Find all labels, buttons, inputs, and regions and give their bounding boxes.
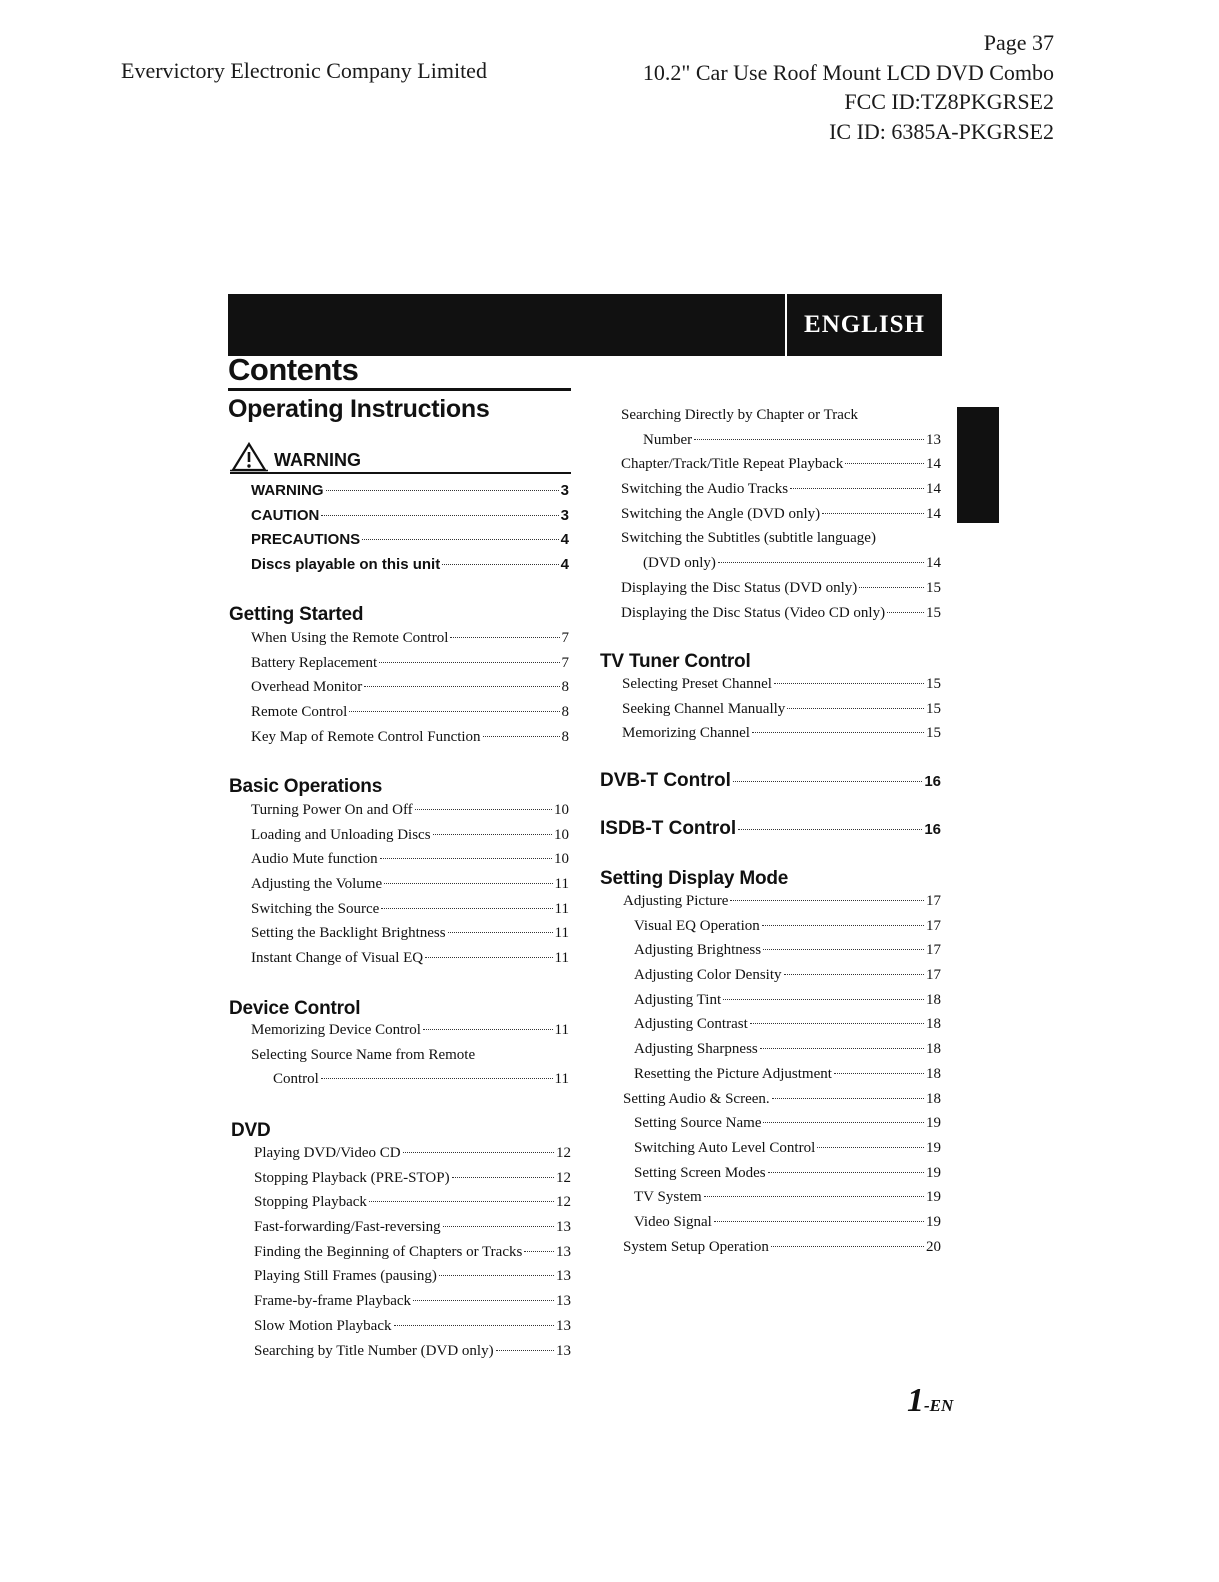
- toc-entry[interactable]: Setting the Backlight Brightness 11: [251, 925, 569, 942]
- ic-id: IC ID: 6385A-PKGRSE2: [829, 118, 1054, 144]
- toc-entry[interactable]: (DVD only) 14: [643, 555, 941, 572]
- toc-entry[interactable]: Setting Audio & Screen. 18: [623, 1090, 941, 1107]
- toc-entry[interactable]: Instant Change of Visual EQ 11: [251, 950, 569, 967]
- toc-entry[interactable]: Discs playable on this unit 4: [251, 556, 569, 574]
- toc-entry[interactable]: Adjusting the Volume 11: [251, 876, 569, 893]
- toc-entry[interactable]: Audio Mute function 10: [251, 851, 569, 868]
- toc-entry[interactable]: System Setup Operation 20: [623, 1238, 941, 1255]
- toc-entry[interactable]: Key Map of Remote Control Function 8: [251, 728, 569, 745]
- toc-entry[interactable]: Battery Replacement 7: [251, 654, 569, 671]
- toc-entry[interactable]: When Using the Remote Control 7: [251, 630, 569, 646]
- toc-entry[interactable]: Turning Power On and Off 10: [251, 802, 569, 818]
- isdbt-entry-wrap: [600, 818, 941, 848]
- toc-entry[interactable]: Visual EQ Operation 17: [634, 917, 941, 934]
- toc-entry-dvbt[interactable]: DVB-T Control 16: [600, 770, 941, 791]
- tv-tuner-list: [622, 676, 941, 750]
- toc-entry[interactable]: Slow Motion Playback 13: [254, 1317, 571, 1334]
- side-thumb-tab: [957, 407, 999, 523]
- toc-entry[interactable]: Adjusting Tint 18: [634, 991, 941, 1008]
- dvd-continued-list: [621, 407, 941, 629]
- toc-entry[interactable]: CAUTION 3: [251, 506, 569, 524]
- toc-entry[interactable]: Searching by Title Number (DVD only) 13: [254, 1342, 571, 1359]
- dvd-list: [254, 1145, 571, 1367]
- toc-entry[interactable]: Adjusting Contrast 18: [634, 1016, 941, 1033]
- toc-entry[interactable]: Displaying the Disc Status (DVD only) 15: [621, 579, 941, 596]
- toc-entry[interactable]: Switching Auto Level Control 19: [634, 1139, 941, 1156]
- toc-entry[interactable]: Selecting Preset Channel 15: [622, 676, 941, 692]
- toc-entry[interactable]: Seeking Channel Manually 15: [622, 700, 941, 717]
- toc-entry[interactable]: Number 13: [643, 431, 941, 448]
- product-title: 10.2" Car Use Roof Mount LCD DVD Combo: [642, 59, 1054, 85]
- toc-entry-wrap-line[interactable]: Switching the Subtitles (subtitle language): [621, 530, 876, 547]
- warning-triangle-icon: [230, 442, 268, 472]
- toc-entry[interactable]: Loading and Unloading Discs 10: [251, 826, 569, 843]
- toc-entry[interactable]: Fast-forwarding/Fast-reversing 13: [254, 1219, 571, 1236]
- warning-list: [251, 482, 569, 581]
- toc-entry[interactable]: Switching the Source 11: [251, 900, 569, 917]
- toc-entry-wrap-line[interactable]: Selecting Source Name from Remote: [251, 1046, 476, 1063]
- section-heading-basic-operations: Basic Operations: [229, 776, 383, 797]
- contents-rule: [228, 388, 571, 391]
- fcc-id: FCC ID:TZ8PKGRSE2: [844, 89, 1054, 114]
- language-label: ENGLISH: [804, 311, 925, 338]
- toc-entry[interactable]: Setting Screen Modes 19: [634, 1164, 941, 1181]
- page-label: Page 37: [983, 30, 1054, 55]
- page-number: 1-EN: [907, 1382, 954, 1419]
- warning-heading-label: WARNING: [274, 450, 361, 470]
- toc-entry[interactable]: Adjusting Color Density 17: [634, 967, 941, 984]
- section-heading-device-control: Device Control: [229, 998, 361, 1019]
- device-control-list: [251, 1022, 569, 1096]
- toc-entry[interactable]: Stopping Playback 12: [254, 1194, 571, 1211]
- toc-entry-wrap-line[interactable]: Searching Directly by Chapter or Track: [621, 407, 859, 423]
- language-tab: [785, 294, 942, 356]
- toc-entry[interactable]: Switching the Angle (DVD only) 14: [621, 505, 941, 522]
- toc-entry[interactable]: Video Signal 19: [634, 1213, 941, 1230]
- warning-heading: [230, 440, 571, 474]
- toc-entry[interactable]: Adjusting Brightness 17: [634, 942, 941, 959]
- toc-entry[interactable]: Frame-by-frame Playback 13: [254, 1293, 571, 1310]
- section-heading-dvd: DVD: [231, 1120, 271, 1141]
- basic-operations-list: [251, 802, 569, 975]
- toc-entry[interactable]: Adjusting Sharpness 18: [634, 1041, 941, 1058]
- section-heading-getting-started: Getting Started: [229, 604, 364, 625]
- contents-title: Contents: [228, 352, 359, 387]
- toc-entry-isdbt[interactable]: ISDB-T Control 16: [600, 818, 941, 839]
- toc-entry[interactable]: Remote Control 8: [251, 704, 569, 721]
- toc-entry[interactable]: Finding the Beginning of Chapters or Tracks 13: [254, 1243, 571, 1260]
- operating-instructions-title: Operating Instructions: [228, 395, 490, 423]
- getting-started-list: [251, 630, 569, 753]
- toc-entry[interactable]: TV System 19: [634, 1189, 941, 1206]
- toc-entry[interactable]: Overhead Monitor 8: [251, 679, 569, 696]
- toc-entry[interactable]: Switching the Audio Tracks 14: [621, 481, 941, 498]
- toc-entry[interactable]: PRECAUTIONS 4: [251, 531, 569, 549]
- toc-entry[interactable]: Playing Still Frames (pausing) 13: [254, 1268, 571, 1285]
- section-heading-display-mode: Setting Display Mode: [600, 868, 789, 889]
- toc-entry[interactable]: Control 11: [273, 1071, 569, 1088]
- document-header-info: [643, 28, 1054, 146]
- toc-entry[interactable]: Displaying the Disc Status (Video CD only) 15: [621, 604, 941, 621]
- toc-entry[interactable]: Setting Source Name 19: [634, 1115, 941, 1132]
- company-name: Evervictory Electronic Company Limited: [121, 58, 487, 83]
- toc-entry[interactable]: Memorizing Channel 15: [622, 725, 941, 742]
- toc-entry[interactable]: Chapter/Track/Title Repeat Playback 14: [621, 456, 941, 473]
- toc-entry[interactable]: Stopping Playback (PRE-STOP) 12: [254, 1169, 571, 1186]
- display-mode-list: [623, 893, 941, 1263]
- toc-entry[interactable]: Memorizing Device Control 11: [251, 1022, 569, 1038]
- toc-entry[interactable]: Playing DVD/Video CD 12: [254, 1145, 571, 1161]
- toc-entry[interactable]: WARNING 3: [251, 482, 569, 499]
- section-heading-tv-tuner: TV Tuner Control: [600, 651, 751, 672]
- toc-entry[interactable]: Adjusting Picture 17: [623, 893, 941, 909]
- toc-entry[interactable]: Resetting the Picture Adjustment 18: [634, 1065, 941, 1082]
- dvbt-entry-wrap: [600, 770, 941, 800]
